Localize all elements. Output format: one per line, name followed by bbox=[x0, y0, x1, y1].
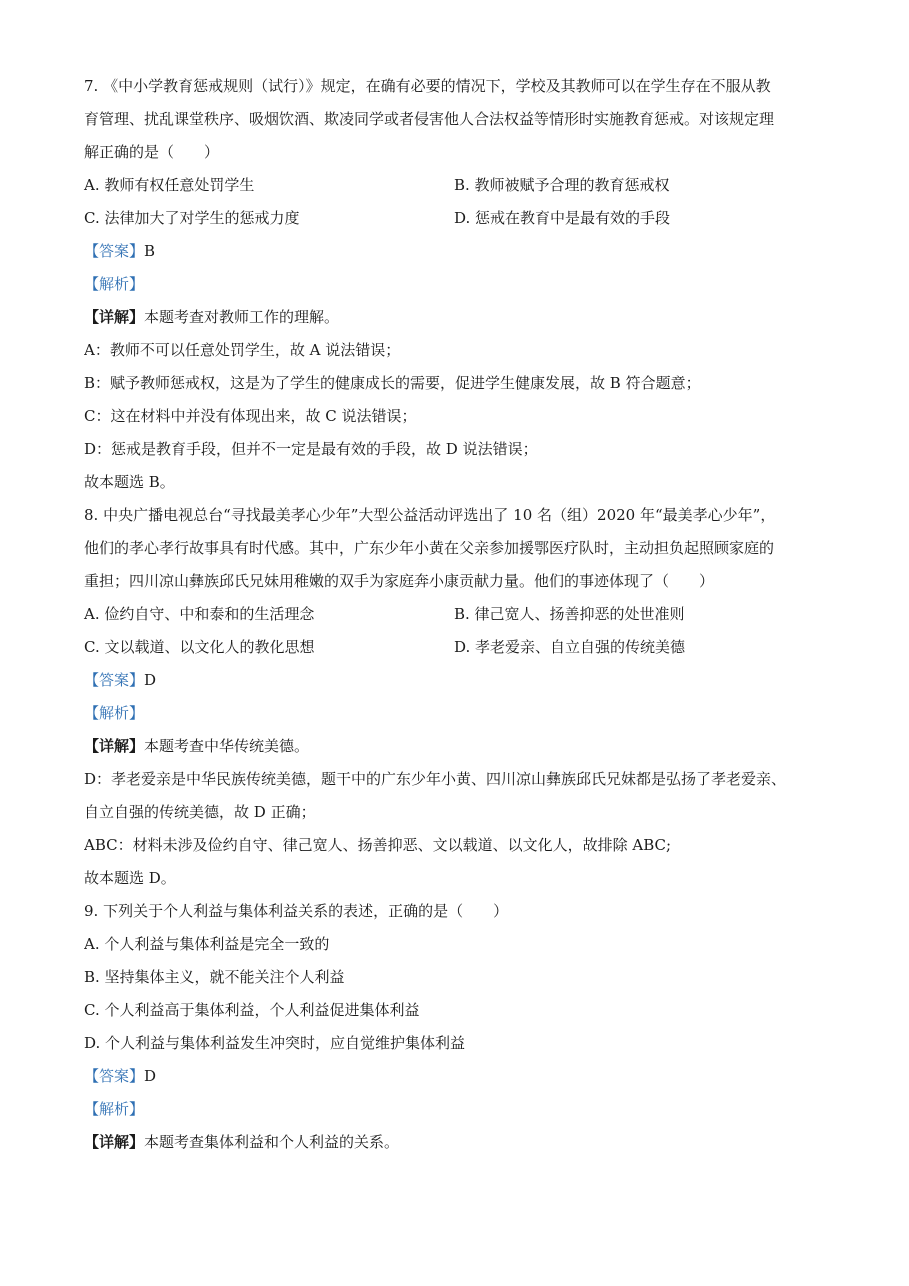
detail-text: 本题考查集体利益和个人利益的关系。 bbox=[144, 1133, 400, 1151]
option-b: B. 律己宽人、扬善抑恶的处世准则 bbox=[454, 605, 685, 623]
question-stem-line: 解正确的是（ ） bbox=[84, 143, 220, 161]
detail-line: 故本题选 B。 bbox=[84, 473, 175, 491]
answer-line bbox=[84, 664, 829, 697]
option-row bbox=[84, 202, 829, 235]
option-a: A. 个人利益与集体利益是完全一致的 bbox=[84, 935, 330, 953]
question-stem-line: 7. 《中小学教育惩戒规则（试行）》规定，在确有必要的情况下，学校及其教师可以在学生存在不服从教 bbox=[84, 77, 771, 95]
option-row bbox=[84, 631, 829, 664]
question-7 bbox=[84, 70, 829, 499]
answer-line bbox=[84, 235, 829, 268]
detail-line: 故本题选 D。 bbox=[84, 869, 176, 887]
detail-line: D：孝老爱亲是中华民族传统美德，题干中的广东少年小黄、四川凉山彝族邱氏兄妹都是弘扬了孝老爱亲、 bbox=[84, 770, 787, 788]
question-stem-line: 育管理、扰乱课堂秩序、吸烟饮酒、欺凌同学或者侵害他人合法权益等情形时实施教育惩戒。对该规定理 bbox=[84, 110, 775, 128]
detail-line: C：这在材料中并没有体现出来，故 C 说法错误； bbox=[84, 407, 417, 425]
detail-line: 自立自强的传统美德，故 D 正确； bbox=[84, 803, 316, 821]
option-row bbox=[84, 169, 829, 202]
detail-line bbox=[84, 730, 829, 763]
question-stem-line: 9. 下列关于个人利益与集体利益关系的表述，正确的是（ ） bbox=[84, 902, 509, 920]
option-c: C. 个人利益高于集体利益，个人利益促进集体利益 bbox=[84, 1001, 420, 1019]
option-d: D. 孝老爱亲、自立自强的传统美德 bbox=[454, 638, 686, 656]
detail-line: B：赋予教师惩戒权，这是为了学生的健康成长的需要，促进学生健康发展，故 B 符合题意； bbox=[84, 374, 701, 392]
analysis-label: 【解析】 bbox=[84, 704, 145, 722]
option-c: C. 文以载道、以文化人的教化思想 bbox=[84, 638, 315, 656]
option-a: A. 教师有权任意处罚学生 bbox=[84, 176, 255, 194]
question-8 bbox=[84, 499, 829, 895]
option-b: B. 坚持集体主义，就不能关注个人利益 bbox=[84, 968, 345, 986]
detail-line bbox=[84, 1126, 829, 1159]
question-stem-line: 他们的孝心孝行故事具有时代感。其中，广东少年小黄在父亲参加援鄂医疗队时，主动担负起照顾家庭的 bbox=[84, 539, 775, 557]
document-page bbox=[84, 70, 829, 1159]
detail-label: 【详解】 bbox=[84, 737, 145, 755]
option-c: C. 法律加大了对学生的惩戒力度 bbox=[84, 209, 300, 227]
option-d: D. 惩戒在教育中是最有效的手段 bbox=[454, 209, 671, 227]
analysis-label: 【解析】 bbox=[84, 1100, 145, 1118]
detail-line: D：惩戒是教育手段，但并不一定是最有效的手段，故 D 说法错误； bbox=[84, 440, 538, 458]
answer-label: 【答案】 bbox=[84, 1067, 145, 1085]
detail-text: 本题考查中华传统美德。 bbox=[144, 737, 310, 755]
answer-label: 【答案】 bbox=[84, 671, 145, 689]
detail-text: 本题考查对教师工作的理解。 bbox=[144, 308, 340, 326]
answer-value: B bbox=[144, 242, 156, 260]
question-stem-line: 重担；四川凉山彝族邱氏兄妹用稚嫩的双手为家庭奔小康贡献力量。他们的事迹体现了（ ） bbox=[84, 572, 715, 590]
option-b: B. 教师被赋予合理的教育惩戒权 bbox=[454, 176, 670, 194]
answer-value: D bbox=[144, 671, 157, 689]
detail-label: 【详解】 bbox=[84, 308, 145, 326]
option-d: D. 个人利益与集体利益发生冲突时，应自觉维护集体利益 bbox=[84, 1034, 466, 1052]
answer-label: 【答案】 bbox=[84, 242, 145, 260]
option-row bbox=[84, 598, 829, 631]
detail-line: ABC：材料未涉及俭约自守、律己宽人、扬善抑恶、文以载道、以文化人，故排除 ABC; bbox=[84, 836, 672, 854]
answer-value: D bbox=[144, 1067, 157, 1085]
question-9 bbox=[84, 895, 829, 1159]
analysis-label: 【解析】 bbox=[84, 275, 145, 293]
detail-label: 【详解】 bbox=[84, 1133, 145, 1151]
answer-line bbox=[84, 1060, 829, 1093]
option-a: A. 俭约自守、中和泰和的生活理念 bbox=[84, 605, 315, 623]
question-stem-line: 8. 中央广播电视总台“寻找最美孝心少年”大型公益活动评选出了 10 名（组）2020 年“最美孝心少年”， bbox=[84, 506, 776, 524]
detail-line: A：教师不可以任意处罚学生，故 A 说法错误； bbox=[84, 341, 401, 359]
detail-line bbox=[84, 301, 829, 334]
